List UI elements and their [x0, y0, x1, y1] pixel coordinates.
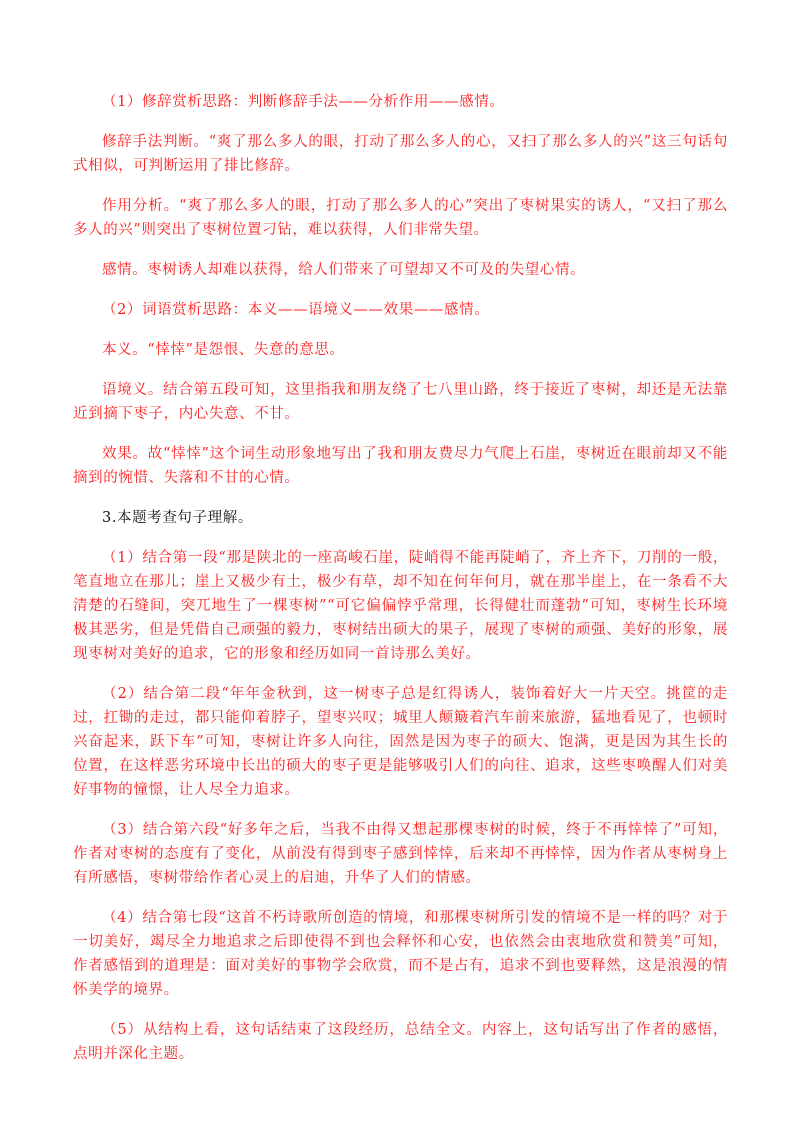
paragraph-word-context: 语境义。结合第五段可知，这里指我和朋友绕了七八里山路，终于接近了枣树，却还是无法靠近到摘下枣子，内心失意、不甘。	[73, 382, 728, 422]
paragraph-q3-point-1: （1）结合第一段“那是陕北的一座高峻石崖，陡峭得不能再陡峭了，齐上齐下，刀削的一般，笔直地立在那儿；崖上又极少有土，极少有草，却不知在何年何月，就在那半崖上，在一条看不大清楚的石缝间，突兀地生了一棵枣树”“可它偏偏悖乎常理，长得健壮而蓬勃”可知，枣树生长环境极其恶劣，但是凭借自己顽强的毅力，枣树结出硕大的果子，展现了枣树的顽强、美好的形象，展现枣树对美好的追求，它的形象和经历如同一首诗那么美好。	[73, 550, 728, 662]
paragraph-q3-point-5: （5）从结构上看，这句话结束了这段经历，总结全文。内容上，这句话写出了作者的感悟，点明并深化主题。	[73, 1022, 728, 1062]
question-3-heading: 3.本题考查句子理解。	[102, 510, 253, 526]
paragraph-word-effect: 效果。故“悻悻”这个词生动形象地写出了我和朋友费尽力气爬上石崖，枣树近在眼前却又不能摘到的惋惜、失落和不甘的心情。	[73, 446, 728, 486]
paragraph-q3-point-4: （4）结合第七段“这首不朽诗歌所创造的情境，和那棵枣树所引发的情境不是一样的吗？对于一切美好，竭尽全力地追求之后即使得不到也会释怀和心安，也依然会由衷地欣赏和赞美”可知，作者感悟到的道理是：面对美好的事物学会欣赏，而不是占有，追求不到也要释然，这是浪漫的情怀美学的境界。	[73, 910, 728, 998]
paragraph-word-meaning: 本义。“悻悻”是怨恨、失意的意思。	[102, 342, 345, 358]
answer-explanation-body	[73, 90, 728, 1082]
paragraph-rhetoric-method: （1）修辞赏析思路：判断修辞手法——分析作用——感情。	[102, 94, 505, 110]
paragraph-rhetoric-effect: 作用分析。“爽了那么多人的眼，打动了那么多人的心”突出了枣树果实的诱人，“又扫了那么多人的兴”则突出了枣树位置刁钻，难以获得，人们非常失望。	[73, 198, 728, 238]
paragraph-q3-point-3: （3）结合第六段“好多年之后，当我不由得又想起那棵枣树的时候，终于不再悻悻了”可知，作者对枣树的态度有了变化，从前没有得到枣子感到悻悻，后来却不再悻悻，因为作者从枣树身上有所感悟，枣树带给作者心灵上的启迪，升华了人们的情感。	[73, 822, 728, 886]
paragraph-rhetoric-emotion: 感情。枣树诱人却难以获得，给人们带来了可望却又不可及的失望心情。	[102, 262, 586, 278]
paragraph-word-method: （2）词语赏析思路：本义——语境义——效果——感情。	[102, 302, 490, 318]
paragraph-q3-point-2: （2）结合第二段“年年金秋到，这一树枣子总是红得诱人，装饰着好大一片天空。挑筐的走过，扛锄的走过，都只能仰着脖子，望枣兴叹；城里人颠簸着汽车前来旅游，猛地看见了，也顿时兴奋起来，跃下车”可知，枣树让许多人向往，固然是因为枣子的硕大、饱满，更是因为其生长的位置，在这样恶劣环境中长出的硕大的枣子更是能够吸引人们的向往、追求，这些枣唤醒人们对美好事物的憧憬，让人尽全力追求。	[73, 686, 728, 798]
paragraph-rhetoric-judgment: 修辞手法判断。“爽了那么多人的眼，打动了那么多人的心，又扫了那么多人的兴”这三句话句式相似，可判断运用了排比修辞。	[73, 134, 728, 174]
